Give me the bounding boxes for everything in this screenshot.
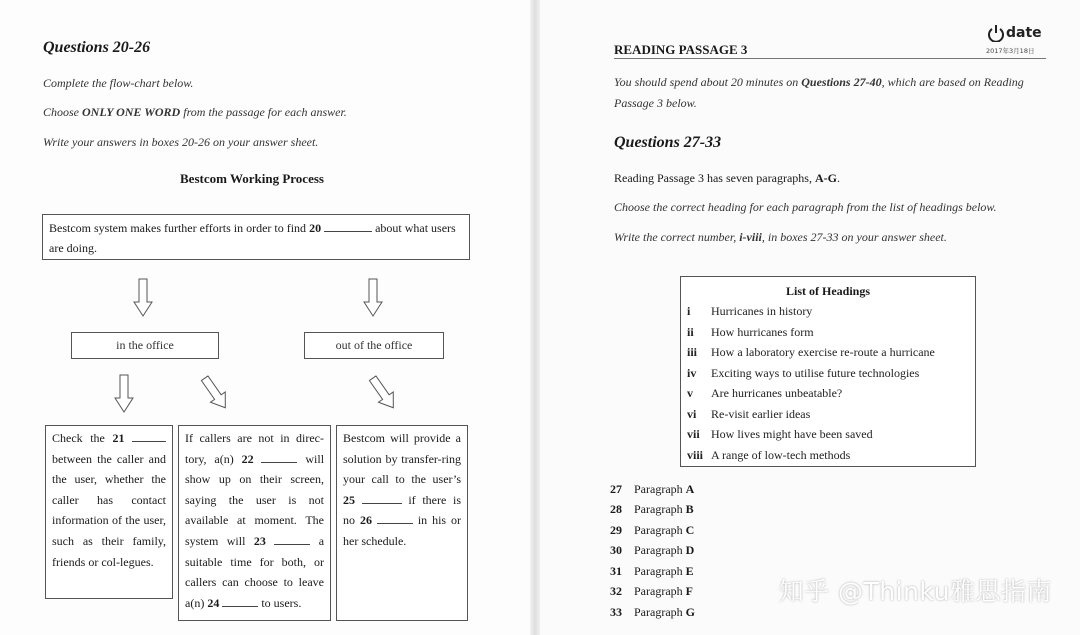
reading-passage-title: READING PASSAGE 3 <box>614 42 748 57</box>
list-of-headings-title: List of Headings <box>785 284 870 298</box>
arrow-down-icon <box>363 278 383 318</box>
question-row[interactable]: 33 Paragraph G <box>610 605 695 619</box>
instruction-write-number: Write the correct number, i-viii, in boxes 27-33 on your answer sheet. <box>614 230 947 244</box>
heading-item: iii How a laboratory exercise re-route a hurricane <box>687 345 935 359</box>
answer-blank-22[interactable] <box>261 462 297 463</box>
watermark: 知乎 @Thinku雅思指南 <box>778 577 1052 606</box>
arrow-down-icon <box>133 278 153 318</box>
heading-item: ii How hurricanes form <box>687 325 814 339</box>
answer-blank-21[interactable] <box>132 441 166 442</box>
logo-text: date <box>1006 25 1042 41</box>
answer-blank-23[interactable] <box>274 544 310 545</box>
question-row[interactable]: 29 Paragraph C <box>610 523 695 537</box>
flowchart-top-box: Bestcom system makes further efforts in order to find 20 about what users are doing. <box>42 214 470 260</box>
logo-date: 2017年3月18日 <box>986 47 1035 55</box>
right-page <box>540 0 1080 635</box>
heading-item: vii How lives might have been saved <box>687 427 873 441</box>
arrow-diagonal-icon <box>199 373 231 413</box>
branch-in-office: in the office <box>71 332 219 359</box>
branch-out-of-office: out of the office <box>304 332 444 359</box>
instruction-choose: Choose ONLY ONE WORD from the passage for each answer. <box>43 105 347 119</box>
heading-item: viii A range of low-tech methods <box>687 448 851 462</box>
heading-item: i Hurricanes in history <box>687 304 813 318</box>
question-row[interactable]: 31 Paragraph E <box>610 564 694 578</box>
flowchart-col-transfer: Bestcom will provide a solution by transfer-ring your call to the user’s 25 if there is no 26 in his or her schedule. <box>336 425 468 621</box>
question-row[interactable]: 28 Paragraph B <box>610 502 694 516</box>
heading-item: iv Exciting ways to utilise future technologies <box>687 366 920 380</box>
question-row[interactable]: 27 Paragraph A <box>610 482 695 496</box>
arrow-down-icon <box>114 374 134 414</box>
instruction-complete: Complete the flow-chart below. <box>43 76 194 90</box>
title-rule <box>614 58 1046 59</box>
passage-paragraphs-line: Reading Passage 3 has seven paragraphs, A-G. <box>614 171 840 185</box>
arrow-diagonal-icon <box>367 373 399 413</box>
questions-27-33-title: Questions 27-33 <box>614 134 722 151</box>
answer-blank-25[interactable] <box>362 503 402 504</box>
flowchart-col-check: Check the 21 between the caller and the user, whether the caller has contact information of the user, such as their family, friends or col-legues. <box>45 425 173 599</box>
power-logo-icon <box>988 24 1004 42</box>
questions-20-26-title: Questions 20-26 <box>43 39 151 56</box>
heading-item: v Are hurricanes unbeatable? <box>687 386 843 400</box>
page-gutter <box>530 0 540 635</box>
flowchart-col-directory: If callers are not in direc-tory, a(n) 22 will show up on their screen, saying the user is not available at moment. The system will 23 a suitable time for both, or callers can choose to leave a(n) 24 to users. <box>178 425 331 621</box>
answer-blank-26[interactable] <box>377 523 413 524</box>
instruction-write: Write your answers in boxes 20-26 on your answer sheet. <box>43 135 319 149</box>
list-of-headings-box <box>680 276 976 467</box>
answer-blank-24[interactable] <box>222 606 258 607</box>
heading-item: vi Re-visit earlier ideas <box>687 407 811 421</box>
flowchart-title: Bestcom Working Process <box>180 171 324 186</box>
answer-blank-20[interactable] <box>324 231 372 232</box>
left-page <box>0 0 530 635</box>
instruction-choose-heading: Choose the correct heading for each paragraph from the list of headings below. <box>614 200 997 214</box>
question-row[interactable]: 32 Paragraph F <box>610 584 693 598</box>
passage-intro: You should spend about 20 minutes on Questions 27-40, which are based on Reading Passage 3 below. <box>614 75 1024 110</box>
question-row[interactable]: 30 Paragraph D <box>610 543 695 557</box>
